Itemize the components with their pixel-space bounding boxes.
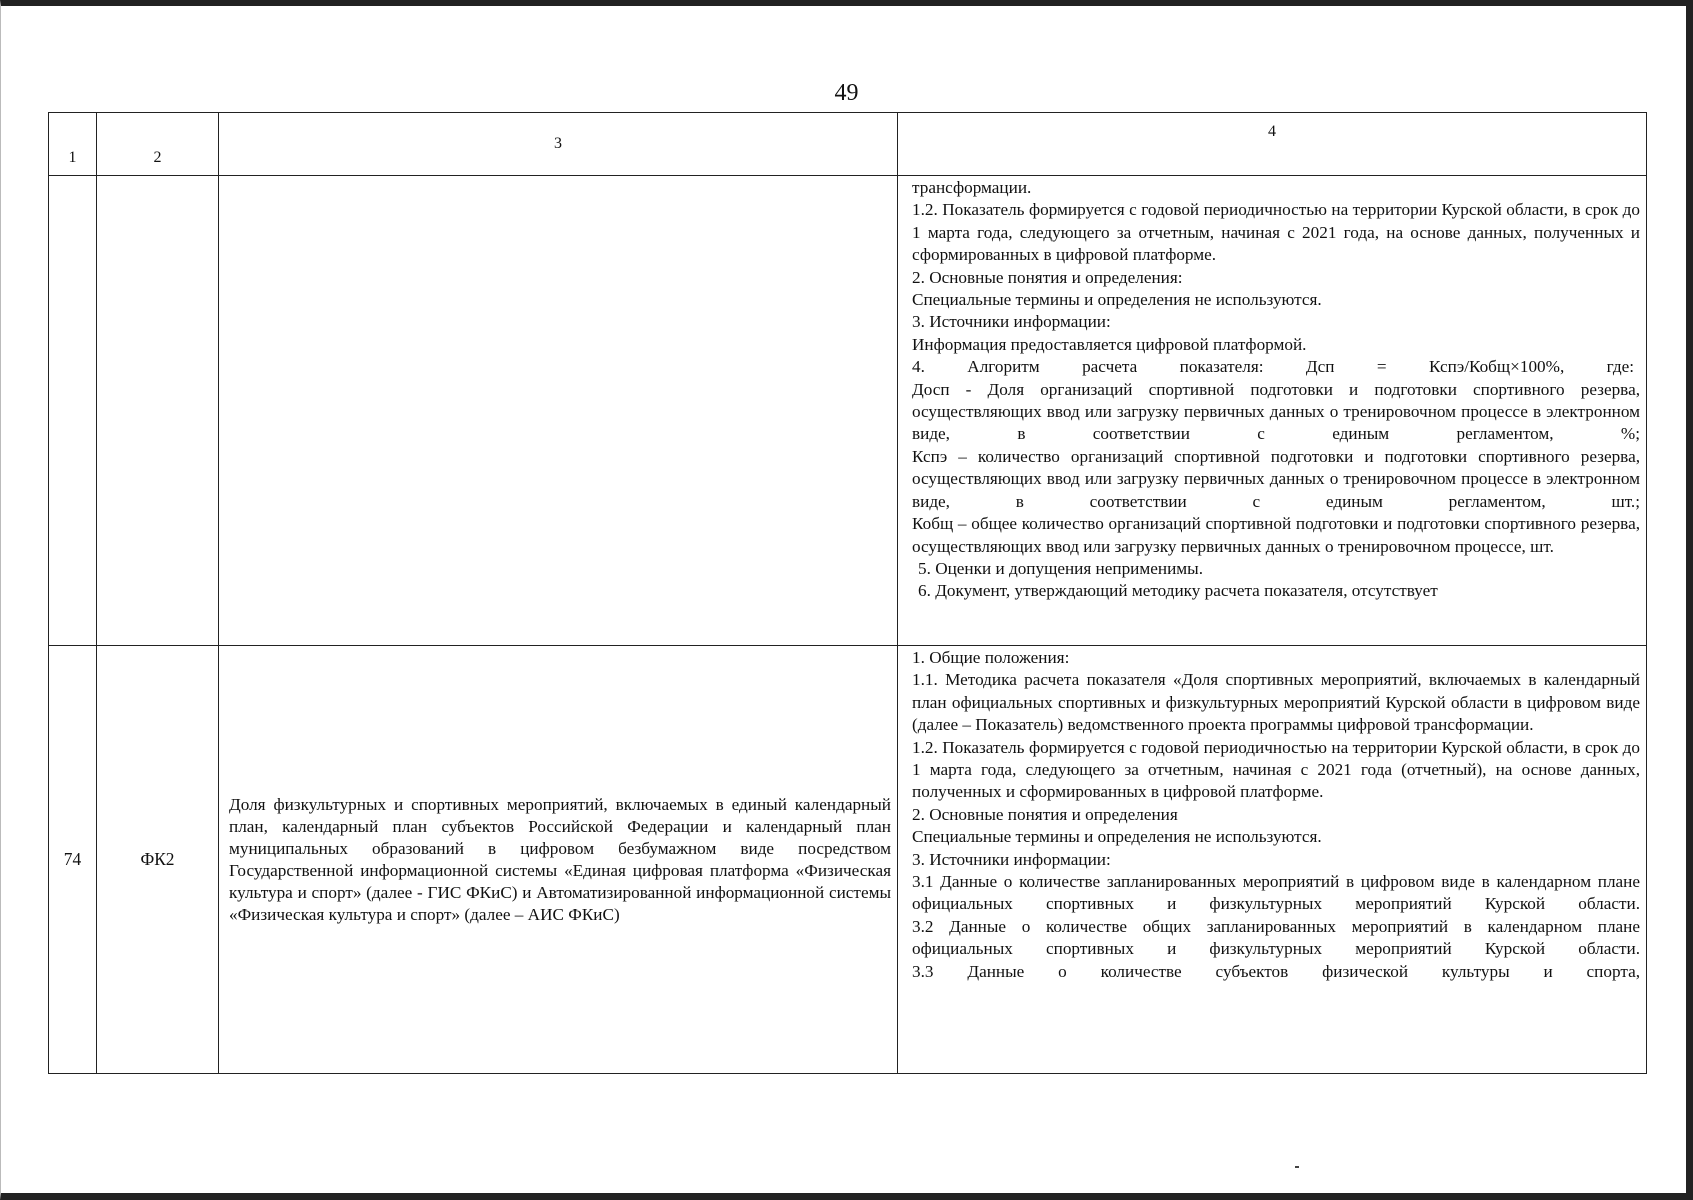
method-line: 3.2 Данные о количестве общих запланированных мероприятий в календарном плане официальных спортивных и физкультурных мероприятий Курской области. [912,916,1640,959]
method-line: 2. Основные понятия и определения [912,804,1178,824]
table-row-74 [49,646,1647,1074]
cell-row-number: 74 [49,646,97,1074]
method-line: 5. Оценки и допущения неприменимы. [918,558,1203,578]
header-col-4: 4 [898,113,1647,176]
table-row-continued [49,176,1647,646]
method-line: Кспэ – количество организаций спортивной подготовки и подготовки спортивного резерва, осуществляющих ввод или загрузку первичных данных о тренировочном процессе в электронном виде, в соответствии с единым регламентом, шт.; [912,446,1640,511]
method-line: 1.2. Показатель формируется с годовой периодичностью на территории Курской области, в срок до 1 марта года, следующего за отчетным, начиная с 2021 года, на основе данных, полученных и сформированных в цифровой платформе. [912,200,1640,265]
cell-indicator-code: ФК2 [97,646,219,1074]
method-line: 3.3 Данные о количестве субъектов физической культуры и спорта, [912,961,1640,981]
method-line-formula: 4. Алгоритм расчета показателя: Дсп = Кспэ/Кобщ×100%, где: [912,357,1634,377]
cell-methodology-continued [898,176,1647,646]
indicator-table [48,112,1647,1074]
method-line: 1. Общие положения: [912,648,1070,667]
method-line: Информация предоставляется цифровой платформой. [912,334,1307,354]
header-col-2: 2 [97,113,219,176]
cell-code-empty [97,176,219,646]
table-header-row [49,113,1647,176]
cell-name-empty [219,176,898,646]
cell-num-empty [49,176,97,646]
method-line: Специальные термины и определения не используются. [912,827,1322,847]
method-line: 2. Основные понятия и определения: [912,267,1183,287]
method-line: 6. Документ, утверждающий методику расчета показателя, отсутствует [918,581,1438,601]
method-line: 1.1. Методика расчета показателя «Доля спортивных мероприятий, включаемых в календарный план официальных спортивных и физкультурных мероприятий Курской области в цифровом виде (далее – Показатель) ведомственного проекта программы цифровой трансформации. [912,670,1640,735]
method-line: 3.1 Данные о количестве запланированных мероприятий в цифровом виде в календарном плане официальных спортивных и физкультурных мероприятий Курской области. [912,872,1640,914]
method-line: 1.2. Показатель формируется с годовой периодичностью на территории Курской области, в срок до 1 марта года, следующего за отчетным, начиная с 2021 года (отчетный), на основе данных, полученных и сформированных в цифровой платформе. [912,737,1640,802]
method-line: Досп - Доля организаций спортивной подготовки и подготовки спортивного резерва, осуществляющих ввод или загрузку первичных данных о тренировочном процессе в электронном виде, в соответствии с единым регламентом, %; [912,379,1640,444]
method-line: Кобщ – общее количество организаций спортивной подготовки и подготовки спортивного резерва, осуществляющих ввод или загрузку первичных данных о тренировочном процессе, шт. [912,514,1640,556]
header-col-1: 1 [49,113,97,176]
method-line: трансформации. [912,178,1032,197]
method-line: 3. Источники информации: [912,312,1111,332]
scan-speck [1295,1166,1299,1168]
method-line: 3. Источники информации: [912,849,1111,869]
header-col-3: 3 [219,113,898,176]
cell-methodology [898,646,1647,1074]
page-number: 49 [834,80,859,106]
cell-indicator-name: Доля физкультурных и спортивных мероприятий, включаемых в единый календарный план, календарный план субъектов Российской Федерации и календарный план муниципальных образований в цифровом безбумажном виде посредством Государственной информационной системы «Единая цифровая платформа «Физическая культура и спорт» (далее - ГИС ФКиС) и Автоматизированной информационной системы «Физическая культура и спорт» (далее – АИС ФКиС) [219,646,898,1074]
method-line: Специальные термины и определения не используются. [912,290,1322,310]
